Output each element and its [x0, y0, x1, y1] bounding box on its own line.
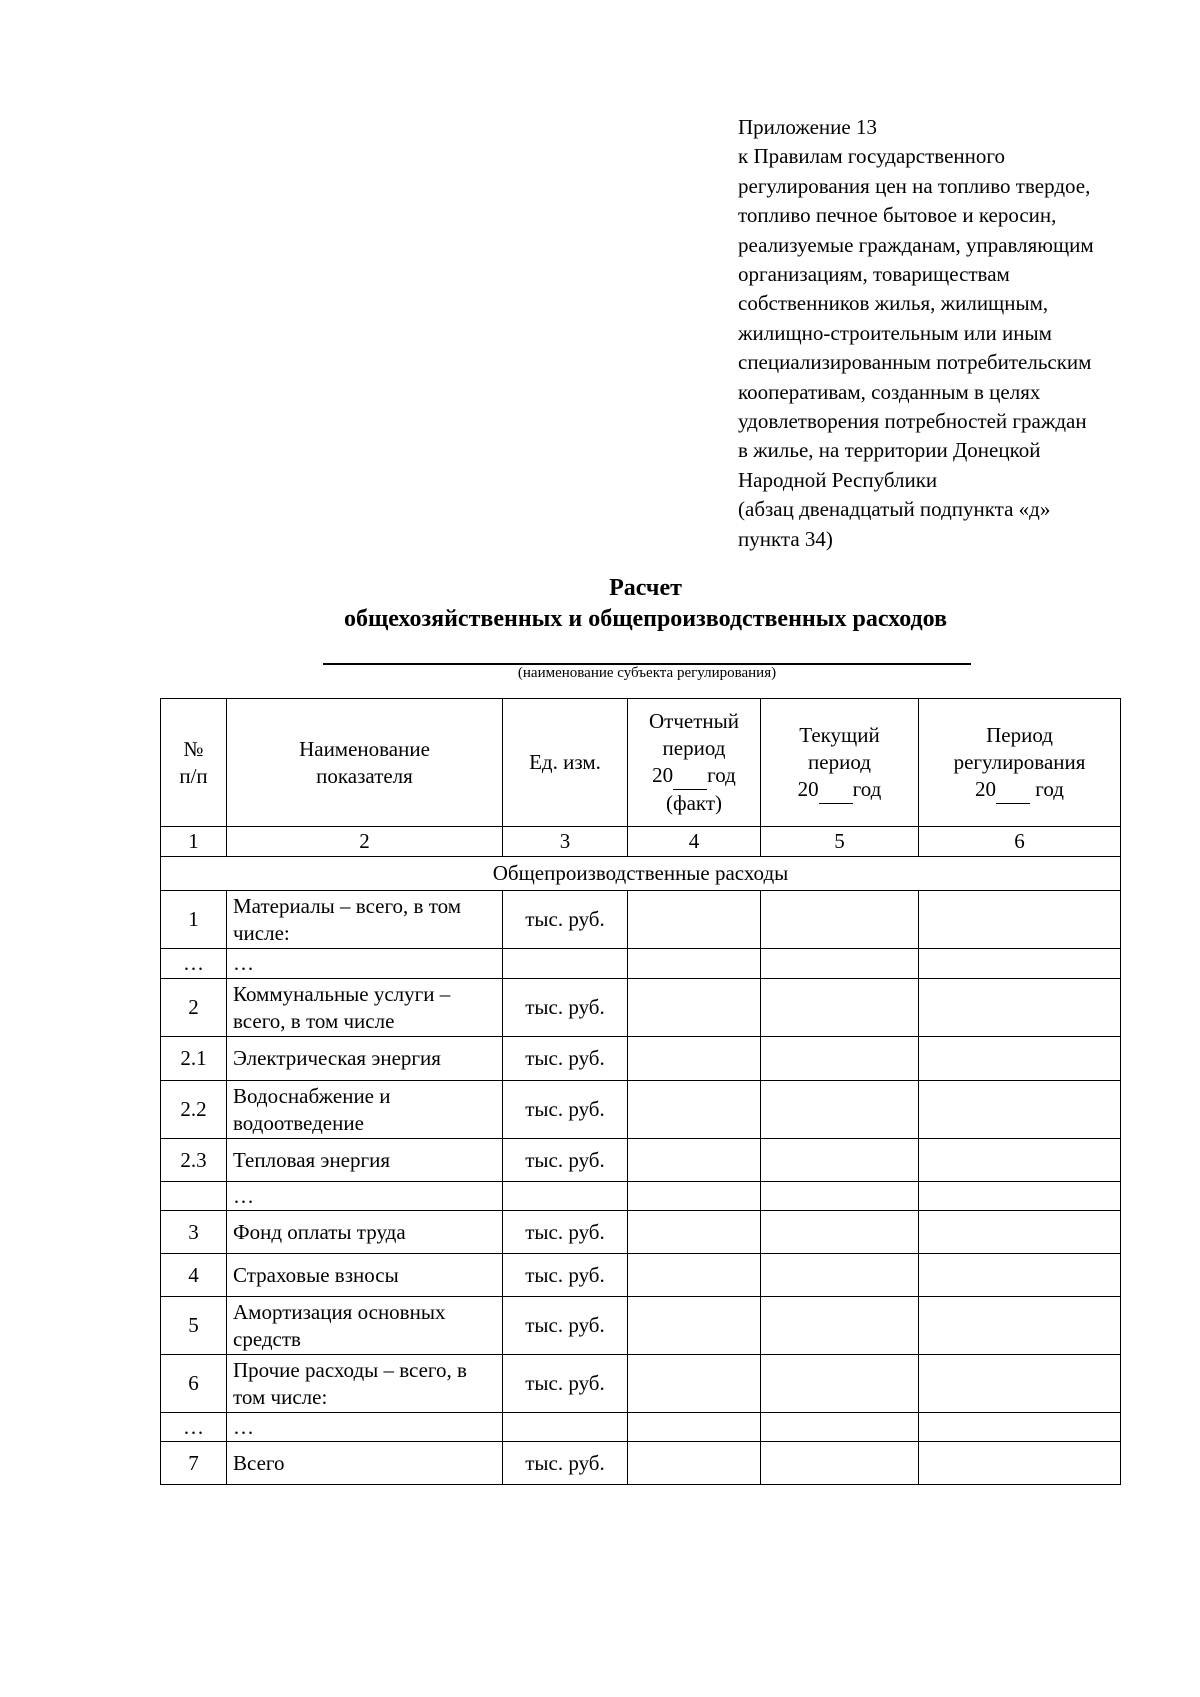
appendix-line: жилищно-строительным или иным	[738, 320, 1052, 345]
row-indicator-name: Тепловая энергия	[227, 1139, 503, 1182]
appendix-line: собственников жилья, жилищным,	[738, 291, 1049, 316]
header-name-line: Наименование	[299, 736, 430, 761]
row-current-value[interactable]	[761, 949, 919, 979]
row-reported-value[interactable]	[628, 1442, 761, 1485]
row-current-value[interactable]	[761, 1037, 919, 1081]
row-reported-value[interactable]	[628, 1413, 761, 1442]
row-regulation-value[interactable]	[919, 1254, 1121, 1297]
year-prefix: 20	[975, 776, 997, 801]
row-reported-value[interactable]	[628, 949, 761, 979]
table-row	[161, 979, 1121, 1037]
row-unit: тыс. руб.	[503, 979, 628, 1037]
appendix-line: Приложение 13	[738, 115, 877, 139]
header-number	[161, 699, 227, 827]
row-reported-value[interactable]	[628, 1254, 761, 1297]
appendix-line: реализуемые гражданам, управляющим	[738, 232, 1094, 257]
column-numbers-row	[161, 827, 1121, 857]
table-row	[161, 949, 1121, 979]
row-unit: тыс. руб.	[503, 1081, 628, 1139]
table-row	[161, 1442, 1121, 1485]
column-number: 4	[628, 827, 761, 857]
row-number: 2.1	[161, 1037, 227, 1081]
table-row	[161, 891, 1121, 949]
header-number-line: п/п	[179, 763, 208, 788]
row-reported-value[interactable]	[628, 1297, 761, 1355]
header-current-year	[767, 776, 912, 804]
appendix-line: организациям, товариществам	[738, 262, 1010, 287]
row-reported-value[interactable]	[628, 1211, 761, 1254]
appendix-line: Народной Республики	[738, 467, 938, 492]
row-regulation-value[interactable]	[919, 1139, 1121, 1182]
header-regulation-period	[919, 699, 1121, 827]
row-indicator-name: Амортизация основных средств	[227, 1297, 503, 1355]
header-number-line: №	[183, 736, 204, 761]
row-regulation-value[interactable]	[919, 1037, 1121, 1081]
table-row	[161, 1413, 1121, 1442]
row-number: 2.3	[161, 1139, 227, 1182]
row-current-value[interactable]	[761, 1254, 919, 1297]
row-number: 2	[161, 979, 227, 1037]
table-row	[161, 1139, 1121, 1182]
row-indicator-name: Коммунальные услуги – всего, в том числе	[227, 979, 503, 1037]
row-reported-value[interactable]	[628, 979, 761, 1037]
section-row	[161, 857, 1121, 891]
row-indicator-name: Водоснабжение и водоотведение	[227, 1081, 503, 1139]
row-unit: тыс. руб.	[503, 1355, 628, 1413]
row-unit	[503, 949, 628, 979]
table-row	[161, 1254, 1121, 1297]
header-current-period	[761, 699, 919, 827]
subject-name-caption: (наименование субъекта регулирования)	[517, 665, 777, 681]
header-row	[161, 699, 1121, 827]
row-reported-value[interactable]	[628, 1139, 761, 1182]
appendix-line: (абзац двенадцатый подпункта «д»	[738, 497, 1051, 522]
row-current-value[interactable]	[761, 1297, 919, 1355]
row-current-value[interactable]	[761, 1442, 919, 1485]
header-current-line: период	[808, 749, 871, 774]
row-regulation-value[interactable]	[919, 1081, 1121, 1139]
year-suffix: год	[852, 776, 882, 801]
row-indicator-name: …	[227, 949, 503, 979]
row-reported-value[interactable]	[628, 891, 761, 949]
expenses-table	[160, 698, 1121, 1485]
table-row	[161, 1297, 1121, 1355]
appendix-line: специализированным потребительским	[738, 350, 1092, 375]
row-indicator-name: Страховые взносы	[227, 1254, 503, 1297]
appendix-line: удовлетворения потребностей граждан	[738, 409, 1087, 434]
row-unit	[503, 1413, 628, 1442]
row-indicator-name: Материалы – всего, в том числе:	[227, 891, 503, 949]
row-indicator-name: Фонд оплаты труда	[227, 1211, 503, 1254]
row-regulation-value[interactable]	[919, 1442, 1121, 1485]
header-indicator-name	[227, 699, 503, 827]
header-regulation-line: Период	[986, 722, 1053, 747]
appendix-line: пункта 34)	[738, 526, 833, 551]
row-current-value[interactable]	[761, 891, 919, 949]
table-row	[161, 1182, 1121, 1211]
row-number: 7	[161, 1442, 227, 1485]
row-number: 5	[161, 1297, 227, 1355]
row-number: 1	[161, 891, 227, 949]
row-current-value[interactable]	[761, 1139, 919, 1182]
column-number: 2	[227, 827, 503, 857]
row-current-value[interactable]	[761, 1355, 919, 1413]
header-unit: Ед. изм.	[503, 699, 628, 827]
row-reported-value[interactable]	[628, 1355, 761, 1413]
column-number: 5	[761, 827, 919, 857]
row-number	[161, 1182, 227, 1211]
row-reported-value[interactable]	[628, 1081, 761, 1139]
row-number: …	[161, 1413, 227, 1442]
row-number: …	[161, 949, 227, 979]
row-current-value[interactable]	[761, 1081, 919, 1139]
header-regulation-line: регулирования	[953, 749, 1086, 774]
header-reported-line: период	[662, 736, 726, 760]
row-current-value[interactable]	[761, 1211, 919, 1254]
appendix-line: регулирования цен на топливо твердое,	[738, 173, 1091, 198]
document-title: Расчет	[609, 575, 682, 601]
row-indicator-name: Электрическая энергия	[227, 1037, 503, 1081]
row-number: 6	[161, 1355, 227, 1413]
row-number: 2.2	[161, 1081, 227, 1139]
column-number: 1	[161, 827, 227, 857]
row-unit: тыс. руб.	[503, 1297, 628, 1355]
header-regulation-year	[925, 776, 1114, 804]
year-blank	[673, 762, 707, 790]
header-current-line: Текущий	[799, 722, 880, 747]
appendix-line: в жилье, на территории Донецкой	[738, 438, 1041, 463]
row-regulation-value[interactable]	[919, 891, 1121, 949]
header-reported-line: Отчетный	[649, 709, 739, 733]
year-suffix: год	[1030, 776, 1064, 801]
row-regulation-value[interactable]	[919, 1211, 1121, 1254]
table-row	[161, 1081, 1121, 1139]
year-suffix: год	[707, 763, 736, 787]
section-title: Общепроизводственные расходы	[161, 857, 1121, 891]
row-regulation-value[interactable]	[919, 1413, 1121, 1442]
appendix-block	[738, 113, 1178, 554]
row-current-value[interactable]	[761, 1182, 919, 1211]
row-unit: тыс. руб.	[503, 1037, 628, 1081]
table-row	[161, 1355, 1121, 1413]
appendix-line: к Правилам государственного	[738, 144, 1005, 169]
row-current-value[interactable]	[761, 1413, 919, 1442]
year-prefix: 20	[797, 776, 819, 801]
row-number: 3	[161, 1211, 227, 1254]
row-indicator-name: Всего	[227, 1442, 503, 1485]
row-reported-value[interactable]	[628, 1182, 761, 1211]
row-unit: тыс. руб.	[503, 1442, 628, 1485]
document-subtitle: общехозяйственных и общепроизводственных расходов	[343, 606, 948, 632]
column-number: 3	[503, 827, 628, 857]
row-unit: тыс. руб.	[503, 1254, 628, 1297]
table-row	[161, 1211, 1121, 1254]
row-number: 4	[161, 1254, 227, 1297]
row-regulation-value[interactable]	[919, 1182, 1121, 1211]
row-regulation-value[interactable]	[919, 979, 1121, 1037]
column-number: 6	[919, 827, 1121, 857]
row-reported-value[interactable]	[628, 1037, 761, 1081]
year-blank	[996, 776, 1030, 804]
row-unit: тыс. руб.	[503, 891, 628, 949]
row-unit	[503, 1182, 628, 1211]
row-unit: тыс. руб.	[503, 1211, 628, 1254]
year-prefix: 20	[652, 763, 674, 787]
row-current-value[interactable]	[761, 979, 919, 1037]
row-unit: тыс. руб.	[503, 1139, 628, 1182]
header-name-line: показателя	[316, 763, 413, 788]
row-indicator-name: Прочие расходы – всего, в том числе:	[227, 1355, 503, 1413]
row-indicator-name: …	[227, 1182, 503, 1211]
appendix-line: кооперативам, созданным в целях	[738, 379, 1041, 404]
row-regulation-value[interactable]	[919, 1355, 1121, 1413]
header-reported-year	[634, 762, 754, 790]
appendix-line: топливо печное бытовое и керосин,	[738, 203, 1057, 228]
row-regulation-value[interactable]	[919, 1297, 1121, 1355]
year-blank	[819, 776, 853, 804]
row-regulation-value[interactable]	[919, 949, 1121, 979]
row-indicator-name: …	[227, 1413, 503, 1442]
header-reported-period	[628, 699, 761, 827]
header-reported-line: (факт)	[665, 791, 723, 815]
table-row	[161, 1037, 1121, 1081]
